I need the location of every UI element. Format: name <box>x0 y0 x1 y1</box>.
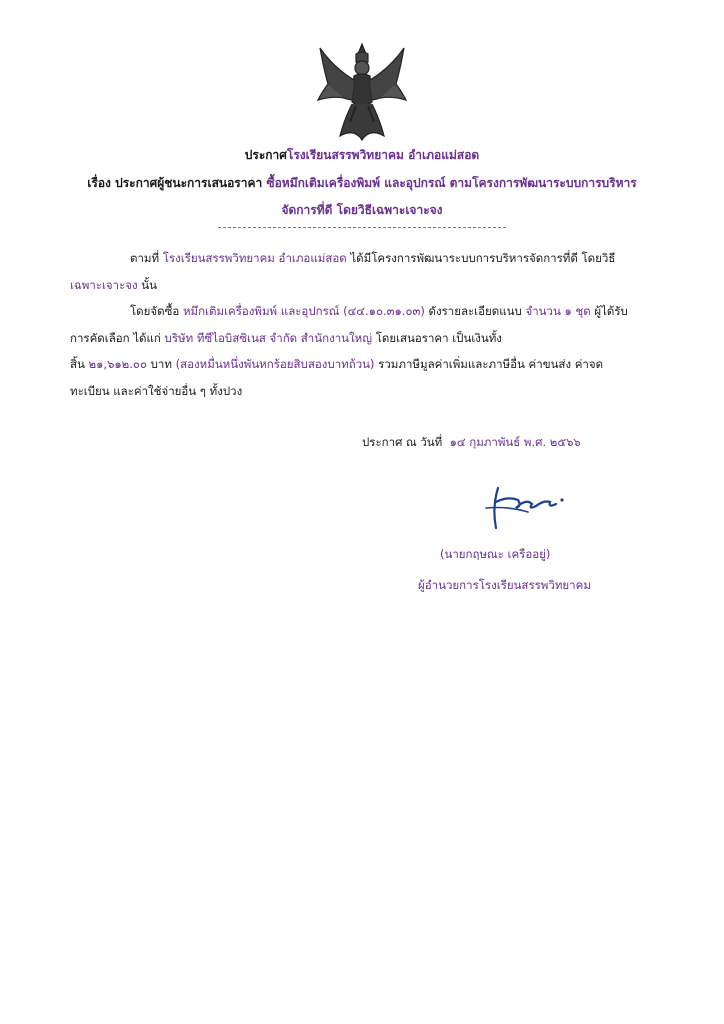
announcement-date: ๑๔ กุมภาพันธ์ พ.ศ. ๒๕๖๖ <box>449 435 581 449</box>
subject-line <box>40 174 684 193</box>
bid-amount-words: (สองหมื่นหนึ่งพันหกร้อยสิบสองบาทถ้วน) <box>175 357 375 371</box>
paragraph-1-line-1 <box>130 250 615 268</box>
title-school: โรงเรียนสรรพวิทยาคม อำเภอแม่สอด <box>286 148 480 162</box>
paragraph-2-line-2 <box>70 330 502 348</box>
p2-end: ผู้ได้รับ <box>594 304 628 318</box>
paragraph-2-line-4: ทะเบียน และค่าใช้จ่ายอื่น ๆ ทั้งปวง <box>70 384 243 398</box>
p4-prefix: สิ้น <box>70 357 85 371</box>
p1-rest: ได้มีโครงการพัฒนาระบบการบริหารจัดการที่ดี โดยวิธี <box>350 251 616 265</box>
announcement-title <box>40 146 684 165</box>
p2-code: (๔๔.๑๐.๓๑.๐๓) <box>343 304 425 318</box>
paragraph-2-line-3 <box>70 356 603 374</box>
p1-end: นั้น <box>141 278 158 292</box>
p3-rest: โดยเสนอราคา เป็นเงินทั้ง <box>375 331 502 345</box>
dashed-divider <box>218 227 506 228</box>
p1-school: โรงเรียนสรรพวิทยาคม อำเภอแม่สอด <box>162 251 347 265</box>
winner-company: บริษัท ทีซีไอบิสซิเนส จำกัด สำนักงานใหญ่ <box>164 331 373 345</box>
p2-quantity: จำนวน ๑ ชุด <box>525 304 591 318</box>
p1-method: เฉพาะเจาะจง <box>70 278 138 292</box>
p1-prefix: ตามที่ <box>130 251 160 265</box>
p2-item: หมึกเติมเครื่องพิมพ์ และอุปกรณ์ <box>182 304 340 318</box>
title-prefix: ประกาศ <box>244 148 287 162</box>
date-prefix: ประกาศ ณ วันที่ <box>362 435 443 449</box>
signatory-position: ผู้อำนวยการโรงเรียนสรรพวิทยาคม <box>418 578 591 592</box>
subject-line-2: จัดการที่ดี โดยวิธีเฉพาะเจาะจง <box>281 203 443 217</box>
p2-prefix: โดยจัดซื้อ <box>130 304 180 318</box>
announcement-date-line <box>362 434 581 452</box>
signature-icon <box>478 478 568 538</box>
subject-item: ซื้อหมึกเติมเครื่องพิมพ์ และอุปกรณ์ ตามโครงการพัฒนาระบบการบริหาร <box>266 176 637 190</box>
p3-prefix: การคัดเลือก ได้แก่ <box>70 331 161 345</box>
paragraph-2-line-1 <box>130 303 628 321</box>
garuda-emblem-icon <box>314 40 410 146</box>
subject-prefix: เรื่อง ประกาศผู้ชนะการเสนอราคา <box>87 176 263 190</box>
p4-rest: รวมภาษีมูลค่าเพิ่มและภาษีอื่น ค่าขนส่ง ค่าจด <box>378 357 604 371</box>
currency-label: บาท <box>150 357 172 371</box>
p2-mid: ดังรายละเอียดแนบ <box>428 304 522 318</box>
signatory-name: (นายกฤษณะ เครืออยู่) <box>440 547 551 561</box>
paragraph-1-line-2 <box>70 277 157 295</box>
bid-amount: ๒๑,๖๑๒.๐๐ <box>88 357 147 371</box>
